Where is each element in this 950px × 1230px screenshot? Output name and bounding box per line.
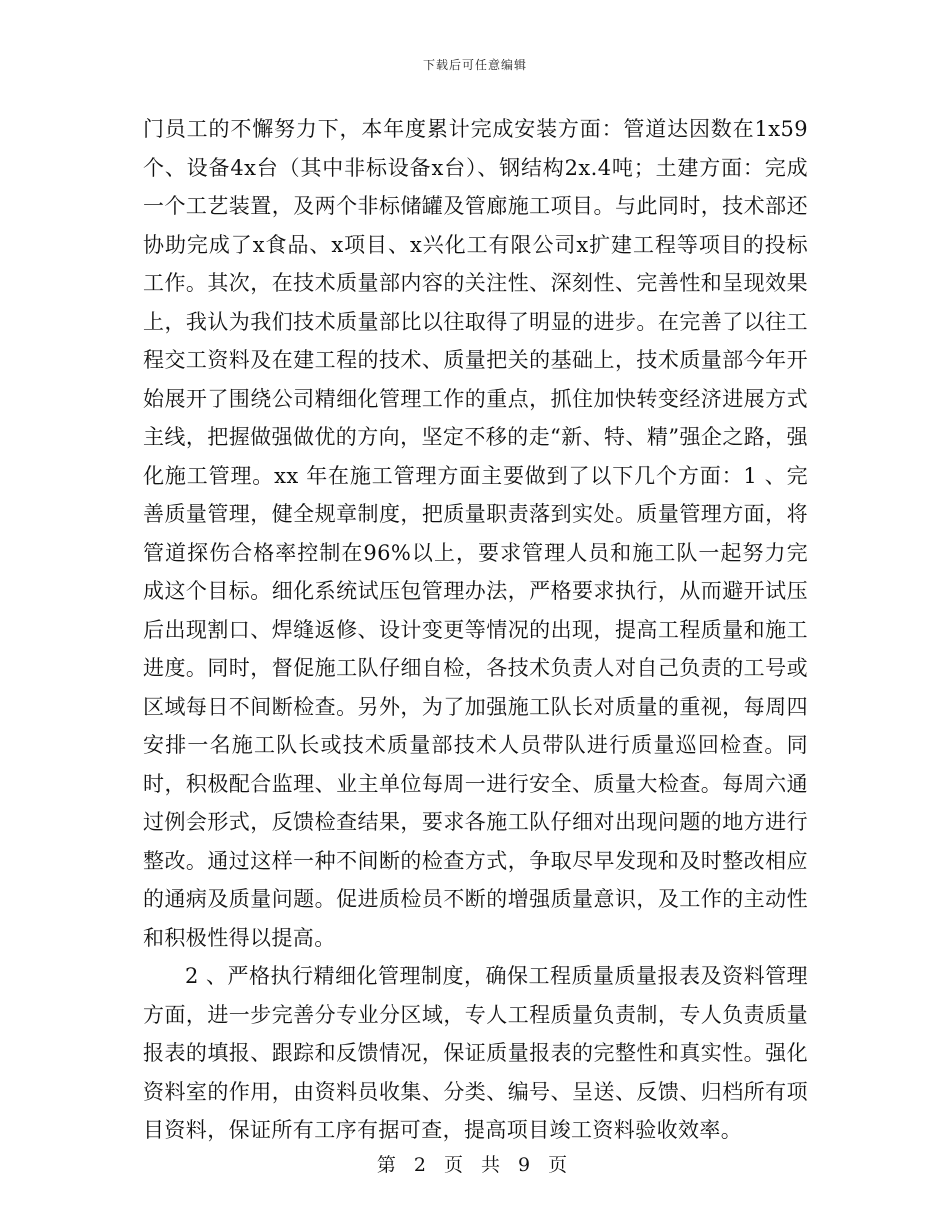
page-number-footer: 第 2 页 共 9 页 <box>376 1154 574 1176</box>
document-body <box>143 110 808 1150</box>
page-header-note: 下载后可任意编辑 <box>422 58 527 72</box>
body-paragraph-1: 门员工的不懈努力下，本年度累计完成安装方面：管道达因数在1x59个、设备4x台（其中非标设备x台）、钢结构2x.4吨；土建方面：完成一个工艺装置，及两个非标储罐及管廊施工项目。与此同时，技术部还协助完成了x食品、x项目、x兴化工有限公司x扩建工程等项目的投标工作。其次，在技术质量部内容的关注性、深刻性、完善性和呈现效果上，我认为我们技术质量部比以往取得了明显的进步。在完善了以往工程交工资料及在建工程的技术、质量把关的基础上，技术质量部今年开始展开了围绕公司精细化管理工作的重点，抓住加快转变经济进展方式主线，把握做强做优的方向，坚定不移的走“新、特、精”强企之路，强化施工管理。xx 年在施工管理方面主要做到了以下几个方面：1 、完善质量管理，健全规章制度，把质量职责落到实处。质量管理方面，将管道探伤合格率控制在96%以上，要求管理人员和施工队一起努力完成这个目标。细化系统试压包管理办法，严格要求执行，从而避开试压后出现割口、焊缝返修、设计变更等情况的出现，提高工程质量和施工进度。同时，督促施工队仔细自检，各技术负责人对自己负责的工号或区域每日不间断检查。另外，为了加强施工队长对质量的重视，每周四安排一名施工队长或技术质量部技术人员带队进行质量巡回检查。同时，积极配合监理、业主单位每周一进行安全、质量大检查。每周六通过例会形式，反馈检查结果，要求各施工队仔细对出现问题的地方进行整改。通过这样一种不间断的检查方式，争取尽早发现和及时整改相应的通病及质量问题。促进质检员不断的增强质量意识，及工作的主动性和积极性得以提高。 <box>143 117 808 950</box>
body-paragraph-2: 2 、严格执行精细化管理制度，确保工程质量质量报表及资料管理方面，进一步完善分专业分区域，专人工程质量负责制，专人负责质量报表的填报、跟踪和反馈情况，保证质量报表的完整性和真实性。强化资料室的作用，由资料员收集、分类、编号、呈送、反馈、归档所有项目资料，保证所有工序有据可查，提高项目竣工资料验收效率。 <box>143 964 808 1142</box>
